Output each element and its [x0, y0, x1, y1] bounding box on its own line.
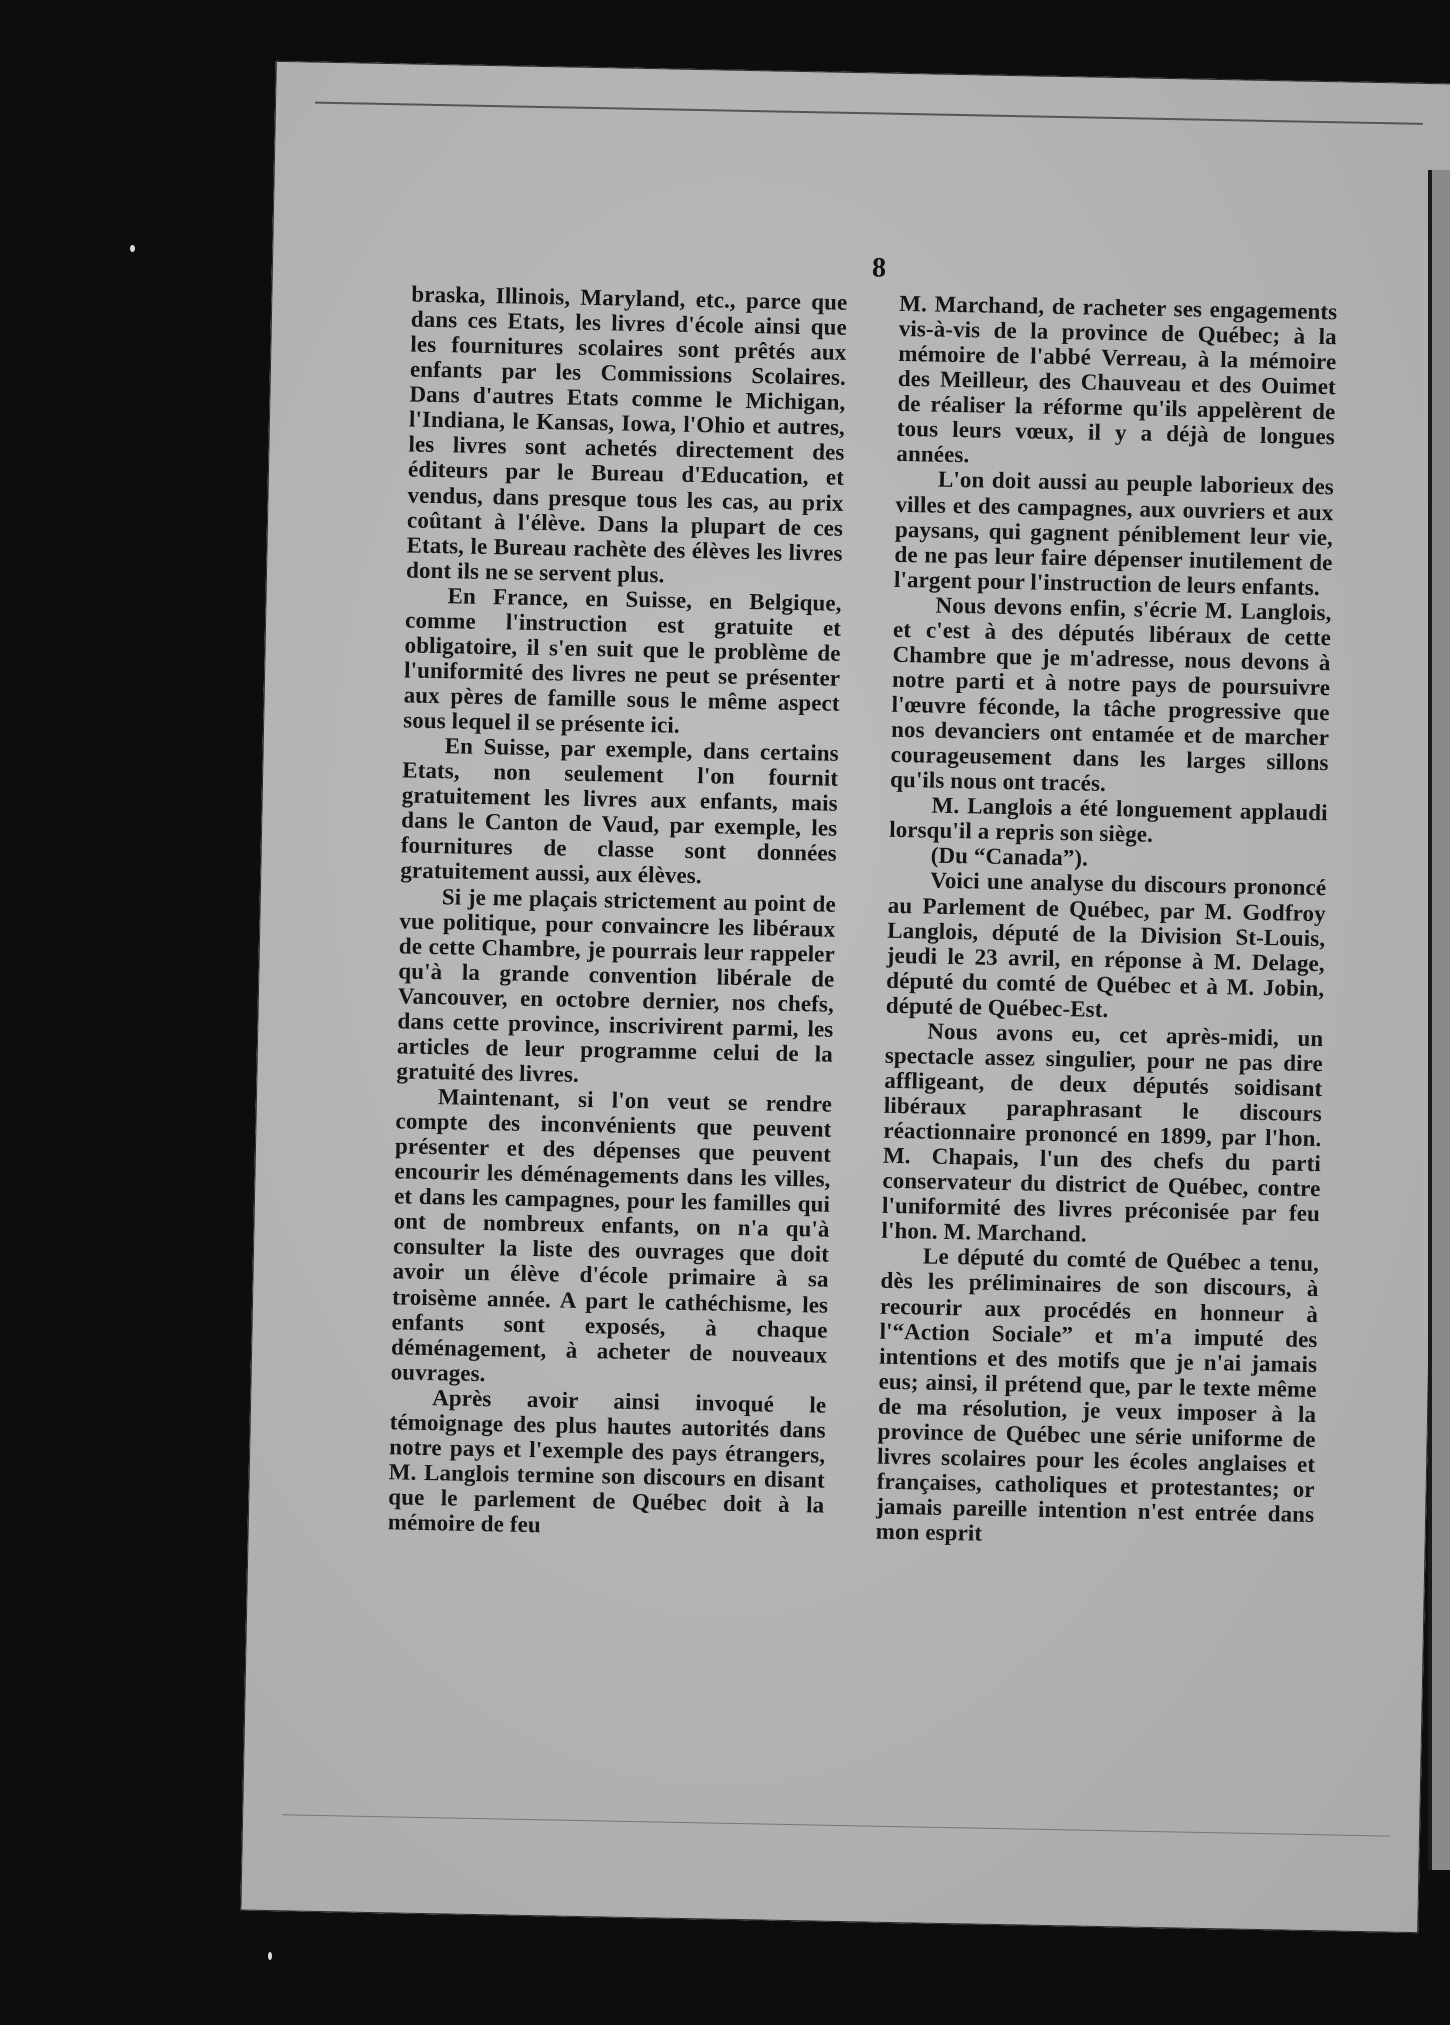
- bottom-rule: [282, 1814, 1390, 1836]
- paragraph: Nous devons enfin, s'écrie M. Langlois, et c'est à des députés libéraux de cette Chambre que je m'adresse, nous devons à notre parti et à notre pays de poursuivre l'œuvre féconde, la tâche progressive que nos devanciers ont entamée et de marcher courageusement dans les larges sillons qu'ils nous ont tracés.: [889, 592, 1332, 797]
- top-rule: [315, 102, 1423, 125]
- left-column: [388, 282, 848, 1543]
- paragraph: M. Marchand, de racheter ses engagements vis-à-vis de la province de Québec; à la mémoire de l'abbé Verreau, à la mémoire des Meilleur, des Chauveau et des Ouimet de réaliser la réforme qu'ils appelèrent de tous leurs vœux, il y a déjà de longues années.: [896, 290, 1338, 468]
- paragraph: Nous avons eu, cet après-midi, un spectacle assez singulier, pour ne pas dire affligeant, de deux députés soidisant libéraux paraphrasant le discours réactionnaire prononcé en 1899, par l'hon. M. Chapais, l'un des chefs du parti conservateur du district de Québec, contre l'uniformité des livres préconisée par feu l'hon. M. Marchand.: [881, 1018, 1324, 1247]
- paragraph: braska, Illinois, Maryland, etc., parce que dans ces Etats, les livres d'école ainsi que les fournitures scolaires sont prêtés aux enfants par les Commissions Scolaires. Dans d'autres Etats comme le Michigan, l'Indiana, le Kansas, Iowa, l'Ohio et autres, les livres sont achetés directement des éditeurs par le Bureau d'Education, et vendus, dans presque tous les cas, au prix coûtant à l'élève. Dans la plupart de ces Etats, le Bureau rachète des élèves les livres dont ils ne se servent plus.: [405, 281, 848, 588]
- source-citation: (Du “Canada”).: [930, 842, 1089, 871]
- page-number: 8: [871, 252, 887, 284]
- paragraph: En Suisse, par exemple, dans certains Etats, non seulement l'on fournit gratuitement les livres aux enfants, mais dans le Canton de Vaud, par exemple, les fournitures de classe sont données gratuitement aussi, aux élèves.: [400, 733, 839, 889]
- paragraph: Voici une analyse du discours prononcé au Parlement de Québec, par M. Godfroy Langlois, député de la Division St-Louis, jeudi le 23 avril, en réponse à M. Delage, député du comté de Québec et à M. Jobin, député de Québec-Est.: [885, 868, 1327, 1022]
- adjacent-page-edge: [1428, 170, 1450, 1870]
- document-page: [240, 61, 1450, 1933]
- paragraph: Après avoir ainsi invoqué le témoignage des plus hautes autorités dans notre pays et l'exemple des pays étrangers, M. Langlois termine son discours en disant que le parlement de Québec doit à la mémoire de feu: [387, 1384, 827, 1538]
- paragraph: M. Langlois a été longuement applaudi lorsqu'il a repris son siège.: [888, 792, 1328, 848]
- paragraph: Si je me plaçais strictement au point de vue politique, pour convaincre les libéraux de cette Chambre, je pourrais leur rappeler qu'à la grande convention libérale de Vancouver, en octobre dernier, nos chefs, dans cette province, inscrivirent parmi, les articles de leur programme celui de la gratuité des livres.: [396, 883, 837, 1087]
- right-column: [876, 291, 1338, 1552]
- dust-speck: [268, 1952, 272, 1960]
- paragraph: Le député du comté de Québec a tenu, dès les préliminaires de son discours, à recourir aux procédés en honneur à l'“Action Sociale” et m'a imputé des intentions et des motifs que je n'ai jamais eus; ainsi, il prétend que, par le texte même de ma résolution, je veux imposer à la province de Québec une série uniforme de livres scolaires pour les écoles anglaises et françaises, catholiques et protestantes; or jamais pareille intention n'est entrée dans mon esprit: [875, 1243, 1320, 1546]
- paragraph: L'on doit aussi au peuple laborieux des villes et des campagnes, aux ouvriers et aux paysans, qui gagnent péniblement leur vie, de ne pas leur faire dépenser inutilement de l'argent pour l'instruction de leurs enfants.: [893, 467, 1335, 600]
- dust-speck: [130, 245, 135, 252]
- paragraph: En France, en Suisse, en Belgique, comme l'instruction est gratuite et obligatoire, il s'en suit que le problème de l'uniformité des livres ne peut se présenter aux pères de famille sous le même aspect sous lequel il se présente ici.: [402, 583, 842, 738]
- paragraph: Maintenant, si l'on veut se rendre compte des inconvénients que peuvent présenter et des dépenses que peuvent encourir les déménagements dans les villes, et dans les campagnes, pour les familles qui ont de nombreux enfants, on n'a qu'à consulter la liste des ouvrages que doit avoir un élève d'école primaire à sa troisème année. A part le cathéchisme, les enfants sont exposés, à chaque déménagement, à acheter de nouveaux ouvrages.: [390, 1084, 833, 1386]
